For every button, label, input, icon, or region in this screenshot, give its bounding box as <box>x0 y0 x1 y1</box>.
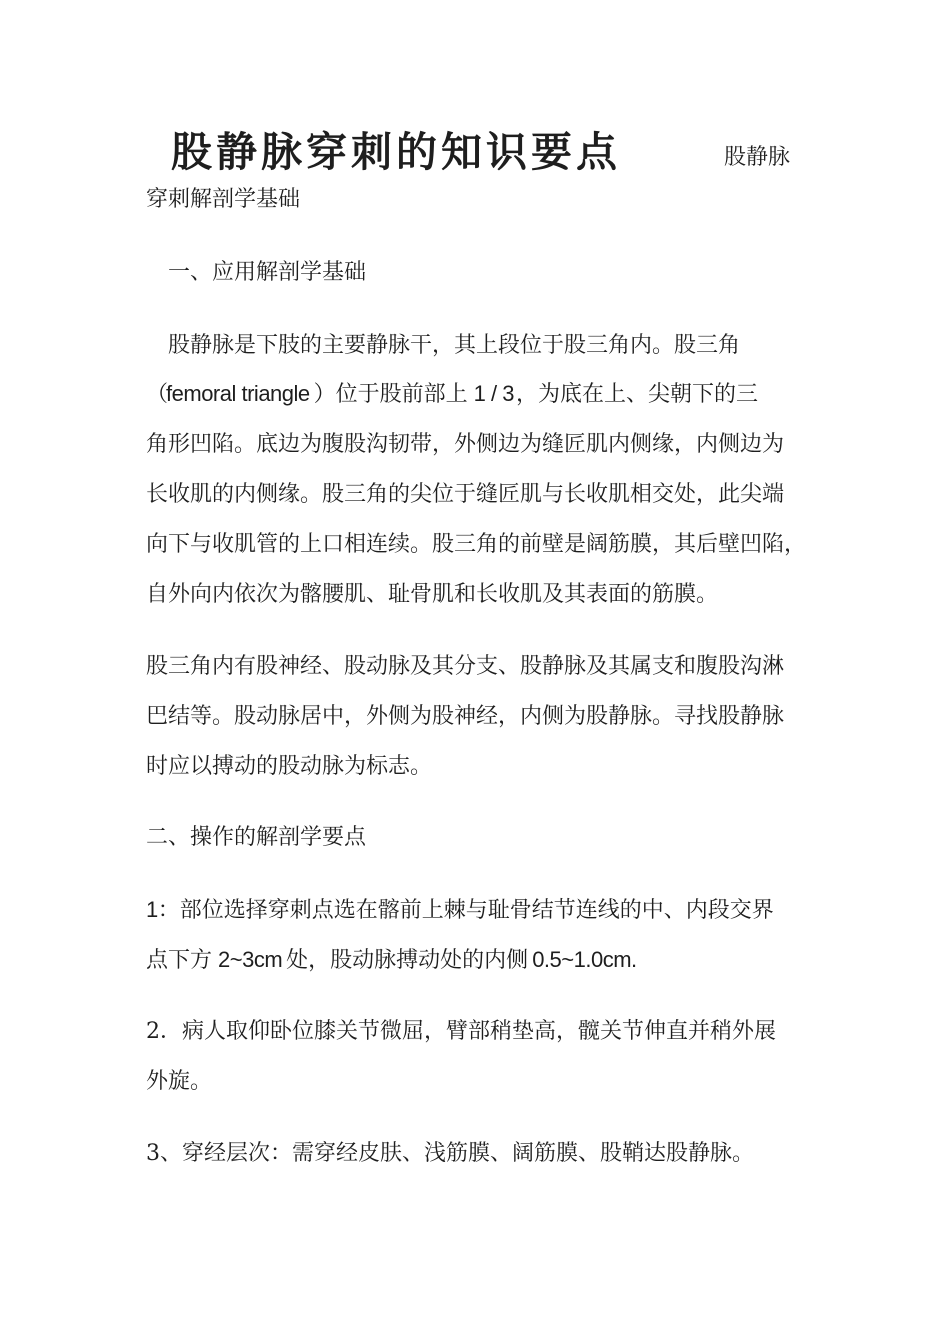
para1-line-6: 自外向内依次为髂腰肌、耻骨肌和长收肌及其表面的筋膜。 <box>146 582 719 607</box>
item1-text: ：部位选择穿刺点选在髂前上棘与耻骨结节连线的中、内段交界 <box>157 898 774 923</box>
para1-shape-text: ，为底在上、尖朝下的三 <box>515 382 758 407</box>
section-2-heading: 二、操作的解剖学要点 <box>146 825 367 850</box>
para1-line-4: 长收肌的内侧缘。股三角的尖位于缝匠肌与长收肌相交处，此尖端 <box>146 482 785 507</box>
para1-open-paren: （ <box>146 382 169 407</box>
para2-line-3: 时应以搏动的股动脉为标志。 <box>146 754 433 779</box>
section-1-heading: 一、应用解剖学基础 <box>168 260 367 285</box>
para1-line-2 <box>146 379 758 410</box>
para1-line-1: 股静脉是下肢的主要静脉干，其上段位于股三角内。股三角 <box>168 333 741 358</box>
para2-line-1: 股三角内有股神经、股动脉及其分支、股静脉及其属支和腹股沟淋 <box>146 654 785 679</box>
item2-line-1: 2．病人取仰卧位膝关节微屈，臂部稍垫高，髋关节伸直并稍外展 <box>146 1019 776 1044</box>
item1-line-1 <box>146 895 774 926</box>
subtitle-part-2: 穿刺解剖学基础 <box>146 187 301 212</box>
item1-line-2 <box>146 945 637 976</box>
item3-line: 3、穿经层次：需穿经皮肤、浅筋膜、阔筋膜、股鞘达股静脉。 <box>146 1141 754 1166</box>
para1-location-text: ）位于股前部上 <box>313 382 468 407</box>
item1-medial-text: 处，股动脉搏动处的内侧 <box>286 948 529 973</box>
para1-term-latin: femoral triangle <box>166 381 310 406</box>
item2-line-2: 外旋。 <box>146 1069 213 1094</box>
para1-fraction: 1 / 3 <box>473 381 514 406</box>
para1-line-3: 角形凹陷。底边为腹股沟韧带，外侧边为缝匠肌内侧缘，内侧边为 <box>146 432 785 457</box>
para2-line-2: 巴结等。股动脉居中，外侧为股神经，内侧为股静脉。寻找股静脉 <box>146 704 785 729</box>
document-title: 股静脉穿刺的知识要点 <box>171 128 621 176</box>
item1-offset: 0.5~1.0cm. <box>532 947 637 972</box>
item1-distance: 2~3cm <box>218 947 283 972</box>
para1-line-5: 向下与收肌管的上口相连续。股三角的前壁是阔筋膜，其后壁凹陷， <box>146 532 807 557</box>
subtitle-part-1: 股静脉 <box>724 145 791 170</box>
item1-below-text: 点下方 <box>146 948 213 973</box>
item1-number: 1 <box>146 897 158 922</box>
